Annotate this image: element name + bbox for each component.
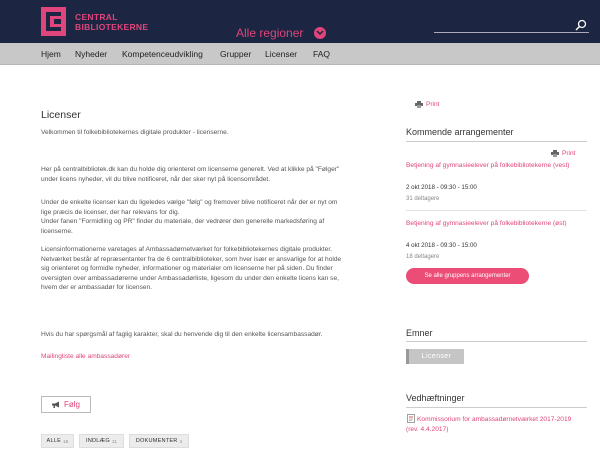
document-icon: [407, 414, 415, 423]
main-nav: [0, 43, 600, 65]
search-icon[interactable]: [575, 19, 587, 31]
attachments-heading-divider: [406, 407, 587, 408]
printer-icon: [551, 150, 559, 157]
paragraph-2-line-3: Under fanen "Formidling og PR" finder du materiale, der vedrører den generelle markedsføring af: [41, 218, 325, 225]
events-print-label: Print: [562, 150, 576, 157]
subjects-heading: Emner: [406, 328, 433, 338]
nav-item-grupper[interactable]: Grupper: [220, 49, 252, 59]
paragraph-2: [41, 198, 391, 236]
paragraph-4: Hvis du har spørgsmål af faglig karakter, skal du henvende dig til den enkelte licensambassadør.: [41, 331, 323, 338]
tab-alle-count: 15: [63, 438, 69, 444]
paragraph-2-line-1: Under de enkelte licenser kan du ligeledes vælge "følg" og fremover blive notificeret når der er nyt om: [41, 199, 338, 206]
chevron-down-icon: [316, 30, 324, 36]
event-1-date: 2 okt 2018 - 09:30 - 15:00: [406, 184, 477, 191]
see-all-events-button[interactable]: Se alle gruppens arrangementer: [406, 268, 529, 284]
tab-dokumenter-label: DOKUMENTER: [135, 438, 178, 444]
tab-alle[interactable]: [41, 434, 74, 448]
region-selector-label[interactable]: Alle regioner: [236, 26, 304, 40]
subject-tag-licenser[interactable]: Licenser: [406, 349, 464, 364]
logo-line-1: CENTRAL: [75, 12, 118, 22]
tab-dokumenter[interactable]: [129, 434, 189, 448]
search-input[interactable]: [434, 32, 589, 33]
tab-dokumenter-count: 4: [179, 438, 183, 444]
attachments-heading: Vedhæftninger: [406, 393, 465, 403]
tab-indlaeg[interactable]: [79, 434, 124, 448]
paragraph-3: [41, 245, 391, 293]
paragraph-3-line-3: sig orienteret og formidle nyheder, informationer og materialer om licenserne her på siden. Du finder: [41, 265, 333, 272]
events-heading: Kommende arrangementer: [406, 127, 514, 137]
logo-text[interactable]: [75, 12, 148, 32]
nav-item-kompetenceudvikling[interactable]: Kompetenceudvikling: [122, 49, 203, 59]
event-1-title[interactable]: Betjening af gymnasieelever på folkebibliotekerne (vest): [406, 162, 570, 169]
attachment-link[interactable]: Kommissorium for ambassadørnetværket 2017-2019 (rev. 4.4.2017): [406, 416, 572, 433]
logo-line-2: BIBLIOTEKERNE: [75, 22, 149, 32]
paragraph-3-line-1: Licensinformationerne varetages af Ambassadørnetværket for folkebibliotekernes digitale produkter.: [41, 246, 333, 253]
printer-icon: [415, 101, 423, 108]
intro-text: Velkommen til folkebibliotekernes digitale produkter - licenserne.: [41, 129, 229, 136]
paragraph-2-line-4: licenserne.: [41, 227, 73, 235]
tab-alle-label: ALLE: [46, 438, 62, 444]
page-title: Licenser: [41, 109, 81, 121]
nav-item-faq[interactable]: FAQ: [313, 49, 331, 59]
event-divider: [406, 210, 587, 211]
paragraph-3-line-4: oversigten over ambassadørerne under Ambassadørliste, ligesom du under den enkelte licens kan se,: [41, 274, 339, 282]
event-2-participants: 18 deltagere: [406, 254, 440, 260]
subjects-heading-divider: [406, 341, 587, 342]
megaphone-icon: [52, 401, 61, 408]
region-dropdown-button[interactable]: [314, 27, 326, 39]
centralbibliotekerne-logo-icon[interactable]: [41, 7, 66, 36]
paragraph-1-line-1: Her på centralbibliotek.dk kan du holde dig orienteret om licenserne generelt. Ved at klikke på "Følger": [41, 166, 340, 173]
paragraph-1: [41, 165, 391, 184]
event-1-participants: 31 deltagere: [406, 196, 440, 202]
follow-button[interactable]: [41, 396, 91, 413]
mailing-list-link[interactable]: Mailingliste alle ambassadører: [41, 353, 131, 360]
event-2-title[interactable]: Betjening af gymnasieelever på folkebibliotekerne (øst): [406, 220, 567, 227]
nav-item-hjem[interactable]: Hjem: [41, 49, 61, 59]
nav-item-licenser[interactable]: Licenser: [265, 49, 298, 59]
paragraph-2-line-2: lige præcis de licenser, der har relevans for dig.: [41, 208, 180, 216]
tab-indlaeg-count: 11: [111, 438, 117, 444]
follow-label: Følg: [64, 400, 80, 409]
paragraph-1-line-2: under licens nyheder, vil du blive notificeret, når der sker nyt på licensområdet.: [41, 175, 271, 183]
print-label: Print: [426, 101, 440, 108]
events-print-link[interactable]: [551, 150, 575, 157]
paragraph-3-line-2: Netværket består af repræsentanter fra de 6 centralbiblioteker, som hver især er ansvarlige for at holde: [41, 255, 342, 263]
print-link[interactable]: [415, 101, 439, 108]
events-heading-divider: [406, 141, 587, 142]
paragraph-3-line-5: hvem der er ambassadør for licensen.: [41, 284, 153, 291]
event-2-date: 4 okt 2018 - 09:30 - 15:00: [406, 242, 477, 249]
nav-item-nyheder[interactable]: Nyheder: [75, 49, 108, 59]
tab-indlaeg-label: INDLÆG: [86, 438, 110, 444]
site-header: [0, 0, 600, 43]
